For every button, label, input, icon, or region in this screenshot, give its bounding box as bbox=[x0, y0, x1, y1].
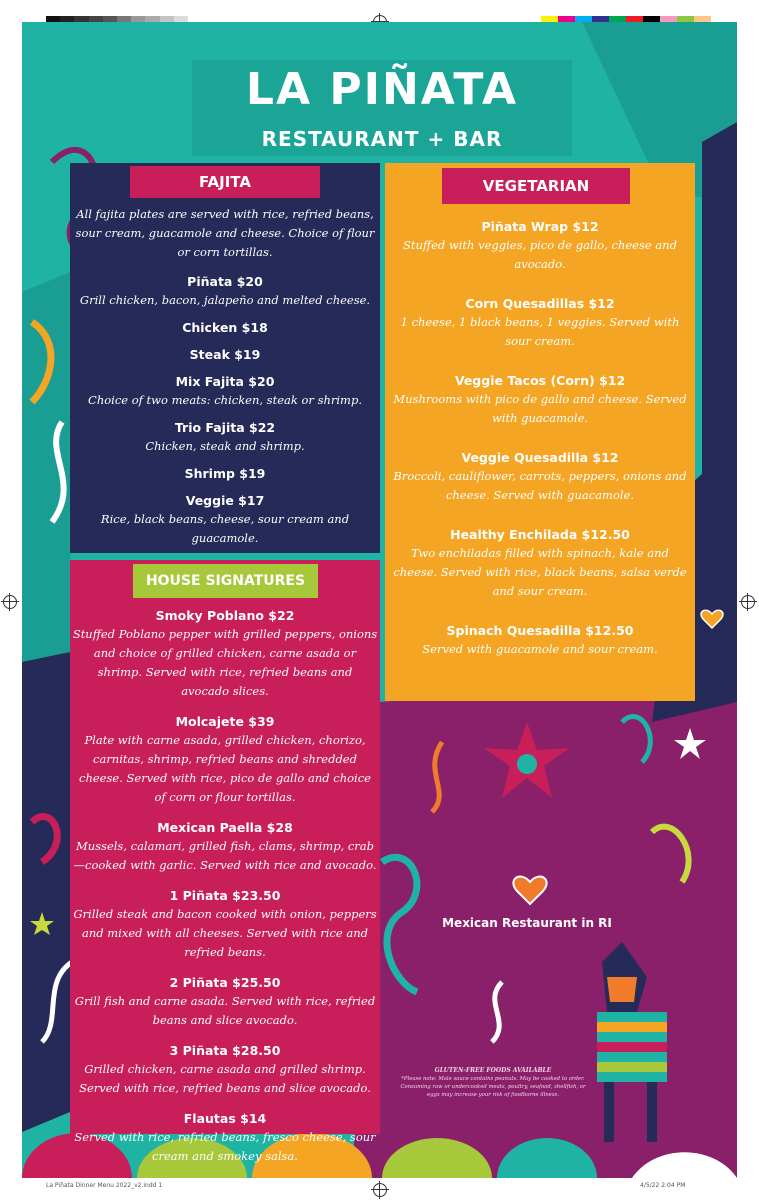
menu-item-name: Piñata Wrap $12 bbox=[481, 219, 599, 234]
vegetarian-title: VEGETARIAN bbox=[442, 168, 630, 204]
menu-item bbox=[74, 492, 376, 548]
menu-item bbox=[389, 372, 691, 428]
house-title: HOUSE SIGNATURES bbox=[133, 564, 318, 598]
menu-item-name: Spinach Quesadilla $12.50 bbox=[446, 623, 634, 638]
menu-item-description: Grill chicken, bacon, jalapeño and melted cheese. bbox=[79, 293, 371, 307]
menu-item-description: 1 cheese, 1 black beans, 1 veggies. Served with sour cream. bbox=[400, 315, 680, 348]
menu-item bbox=[389, 449, 691, 505]
menu-item bbox=[389, 526, 691, 601]
menu-item-description: Grilled steak and bacon cooked with onion, peppers and mixed with all cheeses. Served with rice and refried beans. bbox=[73, 907, 377, 959]
menu-item-name: Mix Fajita $20 bbox=[175, 374, 275, 389]
menu-item-description: Stuffed with veggies, pico de gallo, cheese and avocado. bbox=[403, 238, 677, 271]
menu-item-name: 2 Piñata $25.50 bbox=[169, 975, 281, 990]
menu-item-name: Flautas $14 bbox=[183, 1111, 267, 1126]
menu-poster bbox=[22, 22, 737, 1178]
menu-item-name: Piñata $20 bbox=[187, 274, 263, 289]
fajita-intro: All fajita plates are served with rice, refried beans, sour cream, guacamole and cheese. Choice of flour or corn tortillas. bbox=[75, 207, 375, 259]
fajita-title: FAJITA bbox=[130, 166, 320, 198]
menu-item bbox=[74, 373, 376, 410]
menu-item-name: 1 Piñata $23.50 bbox=[169, 888, 281, 903]
gluten-free-text: *Please note: Male sauce contains peanuts. May be cooked to order. Consuming raw or undercooked meats, poultry, seafood, shellfish, or eggs may increase your risk of foodborne illness. bbox=[400, 1076, 586, 1098]
menu-item-name: Corn Quesadillas $12 bbox=[465, 296, 615, 311]
menu-item-description: Rice, black beans, cheese, sour cream and guacamole. bbox=[100, 512, 350, 545]
menu-item-name: 3 Piñata $28.50 bbox=[169, 1043, 281, 1058]
vegetarian-content bbox=[389, 218, 691, 668]
fajita-content bbox=[74, 205, 376, 557]
print-timestamp: 4/5/22 2:04 PM bbox=[640, 1182, 686, 1189]
registration-mark-right bbox=[741, 595, 755, 609]
menu-item-description: Mussels, calamari, grilled fish, clams, shrimp, crab—cooked with garlic. Served with rice and avocado. bbox=[73, 839, 377, 872]
menu-item bbox=[72, 819, 378, 875]
restaurant-subtitle: RESTAURANT + BAR bbox=[261, 127, 503, 151]
menu-item bbox=[389, 218, 691, 274]
menu-item-description: Grill fish and carne asada. Served with rice, refried beans and slice avocado. bbox=[74, 994, 376, 1027]
registration-mark-bottom bbox=[373, 1183, 387, 1197]
gluten-free-note bbox=[394, 1066, 592, 1099]
menu-item-name: Veggie Tacos (Corn) $12 bbox=[454, 373, 626, 388]
restaurant-name: LA PIÑATA bbox=[245, 64, 519, 115]
menu-item bbox=[72, 713, 378, 807]
menu-item bbox=[72, 974, 378, 1030]
menu-item bbox=[72, 1110, 378, 1166]
menu-item bbox=[389, 622, 691, 659]
menu-item bbox=[72, 887, 378, 962]
menu-item-description: Served with rice, refried beans, fresco cheese, sour cream and smokey salsa. bbox=[74, 1130, 376, 1163]
menu-item-description: Stuffed Poblano pepper with grilled peppers, onions and choice of grilled chicken, carne asada or shrimp. Served with rice, refried beans and avocado slices. bbox=[72, 627, 378, 698]
menu-item bbox=[74, 465, 376, 483]
menu-item-name: Trio Fajita $22 bbox=[174, 420, 276, 435]
menu-item-description: Plate with carne asada, grilled chicken, chorizo, carnitas, shrimp, refried beans and shredded cheese. Served with rice, pico de gallo and choice of corn or flour tortillas. bbox=[79, 733, 371, 804]
menu-item bbox=[74, 319, 376, 337]
menu-item-description: Broccoli, cauliflower, carrots, peppers, onions and cheese. Served with guacamole. bbox=[393, 469, 687, 502]
menu-item-description: Chicken, steak and shrimp. bbox=[145, 439, 305, 453]
menu-item-name: Veggie Quesadilla $12 bbox=[461, 450, 619, 465]
menu-item bbox=[74, 419, 376, 456]
menu-item-name: Smoky Poblano $22 bbox=[155, 608, 295, 623]
menu-item-name: Healthy Enchilada $12.50 bbox=[450, 527, 630, 542]
menu-item-name: Steak $19 bbox=[189, 347, 261, 362]
menu-item-description: Two enchiladas filled with spinach, kale and cheese. Served with rice, black beans, salsa verde and sour cream. bbox=[393, 546, 687, 598]
gluten-free-title: GLUTEN-FREE FOODS AVAILABLE bbox=[434, 1067, 552, 1074]
print-file-label: La Piñata Dinner Menu 2022_v2.indd 1 bbox=[46, 1182, 163, 1189]
menu-item bbox=[72, 1042, 378, 1098]
menu-item-description: Choice of two meats: chicken, steak or shrimp. bbox=[88, 393, 362, 407]
menu-item-description: Grilled chicken, carne asada and grilled shrimp. Served with rice, refried beans and slice avocado. bbox=[79, 1062, 371, 1095]
menu-item bbox=[74, 346, 376, 364]
menu-item-name: Molcajete $39 bbox=[175, 714, 275, 729]
menu-item-name: Veggie $17 bbox=[185, 493, 265, 508]
registration-mark-left bbox=[3, 595, 17, 609]
menu-item-name: Shrimp $19 bbox=[184, 466, 266, 481]
menu-item-name: Chicken $18 bbox=[182, 320, 268, 335]
house-content bbox=[72, 607, 378, 1175]
menu-item-name: Mexican Paella $28 bbox=[157, 820, 293, 835]
tagline: Mexican Restaurant in RI bbox=[442, 916, 612, 930]
menu-item-description: Mushrooms with pico de gallo and cheese. Served with guacamole. bbox=[393, 392, 687, 425]
menu-item-description: Served with guacamole and sour cream. bbox=[422, 642, 658, 656]
menu-item bbox=[389, 295, 691, 351]
menu-item bbox=[74, 273, 376, 310]
menu-item bbox=[72, 607, 378, 701]
